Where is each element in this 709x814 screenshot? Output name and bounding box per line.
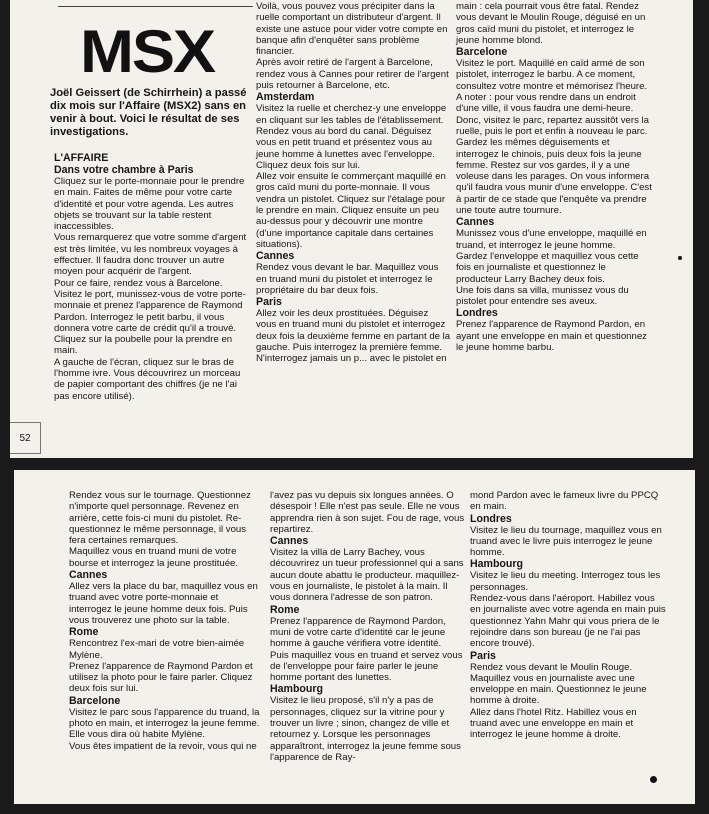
paragraph: Vous remarquerez que votre somme d'argent est très limitée, vu les nombreux voyages à effectuer. Il faudra donc trouver un autre moyen pour acquérir de l'argent. xyxy=(54,232,247,278)
paragraph: Visitez le parc sous l'apparence du truand, la photo en main, et interrogez la jeune femme. Elle vous dira où habite Mylène. xyxy=(69,706,260,741)
paragraph: main : cela pourrait vous être fatal. Rendez vous devant le Moulin Rouge, déguisé en un gros caïd muni du pistolet, et interrogez le jeune homme blond. xyxy=(456,1,646,46)
top-column-1 xyxy=(54,152,247,402)
section-heading: Cannes xyxy=(270,535,309,548)
section-heading: Londres xyxy=(470,512,512,525)
paragraph: Une fois dans sa villa, munissez vous du pistolet pour entendre ses aveux. xyxy=(456,284,629,308)
paragraph: Visitez la villa de Larry Bachey, vous découvrirez un tueur professionnel qui a sans aucun doute abattu le producteur. maquillez-vous en journaliste, le pistolet à la main. Il vous donnera l'adresse de son patron. xyxy=(270,547,464,604)
page-53 xyxy=(14,470,695,804)
section-heading: Hambourg xyxy=(270,683,323,696)
margin-dot xyxy=(678,256,682,260)
paragraph: Pour ce faire, rendez vous à Barcelone. Visitez le port, munissez-vous de votre porte-monnaie et prenez l'apparence de Raymond Pardon. Interrogez le petit barbu, il vous donnera votre carte de crédit qu'il a trouvé. Cliquez sur la poubelle pour la prendre en main. xyxy=(54,277,246,357)
section-heading: Cannes xyxy=(256,250,295,263)
paragraph: Prenez l'apparence de Raymond Pardon et utilisez la photo pour le faire parler. Cliquez deux fois sur lui. xyxy=(69,660,253,695)
paragraph: Visitez la ruelle et cherchez-y une enveloppe en cliquant sur les tables de l'établissement. Rendez vous au bord du canal. Déguisez vous en petit truand et présentez vous au jeune homme à lunettes avec l'enveloppe. Cliquez deux fois sur lui. xyxy=(256,103,447,171)
paragraph: Prenez l'apparence de Raymond Pardon, muni de votre carte d'identité car le jeune homme à gauche vérifiera votre identité. xyxy=(270,615,446,650)
paragraph: Rencontrez l'ex-mari de votre bien-aimée Mylène. xyxy=(69,638,245,661)
paragraph: Rendez vous devant le Moulin Rouge. Maquillez vous en journaliste avec une enveloppe en main. Questionnez le jeune homme à droite. xyxy=(470,661,647,707)
paragraph: Voilà, vous pouvez vous précipiter dans la ruelle comportant un distributeur d'argent. Il existe une astuce pour vider votre compte en banque afin d'enquêter sans problème financier. xyxy=(256,1,448,58)
paragraph: Visitez le port. Maquillé en caïd armé de son pistolet, interrogez le barbu. A ce moment, consultez votre montre et mémorisez l'heure. xyxy=(456,58,648,92)
section-heading: Amsterdam xyxy=(256,91,315,104)
paragraph: Allez vers la place du bar, maquillez vous en truand avec votre porte-monnaie et interrogez le jeune homme deux fois. Puis vous trouverez une photo sur la table. xyxy=(69,581,258,626)
paragraph: Visitez le lieu du meeting. Interrogez tous les personnages. xyxy=(470,570,661,593)
paragraph: Munissez vous d'une enveloppe, maquillé en truand, et interrogez le jeune homme. xyxy=(456,228,647,251)
paragraph: Après avoir retiré de l'argent à Barcelone, rendez vous à Cannes pour retirer de l'argent puis retourner à Barcelone, etc. xyxy=(256,57,449,92)
section-heading: Cannes xyxy=(69,569,108,582)
paragraph: Rendez-vous dans l'aéroport. Habillez vous en journaliste avec votre agenda en main puis questionnez Yahn Mahr qui vous priera de le rejoindre dans son bureau (je ne l'ai pas encore trouvé). xyxy=(470,593,666,650)
paragraph: Allez voir ensuite le commerçant maquillé en gros caïd muni du porte-monnaie. Il vous vendra un pistolet. Cliquez sur l'étalage pour le prendre en main. Cliquez ensuite un peu au-dessus pour y découvrir une montre (d'une importance capitale dans certaines situations). xyxy=(256,171,446,250)
header-rule xyxy=(58,6,253,7)
paragraph: Rendez vous devant le bar. Maquillez vous en truand muni du pistolet et interrogez le propriétaire du bar deux fois. xyxy=(256,262,439,296)
paragraph: Rendez vous sur le tournage. Questionnez n'importe quel personnage. Revenez en arrière, cette fois-ci muni du pistolet. Re-questionnez le même personnage, il vous fera certaines remarques. xyxy=(69,490,251,547)
bottom-column-3 xyxy=(470,490,666,741)
paragraph: Puis maquillez vous en truand et servez vous de l'enveloppe pour faire parler le jeune homme portant des lunettes. xyxy=(270,649,463,684)
article-logo: MSX xyxy=(80,18,214,85)
paragraph: l'avez pas vu depuis six longues années. O désespoir ! Elle n'est pas seule. Elle ne vous apprendra rien à son sujet. Fou de rage, vous repartirez. xyxy=(270,490,465,535)
page-number: 52 xyxy=(10,422,41,454)
paragraph: Visitez le lieu proposé, s'il n'y a pas de personnages, cliquez sur la vitrine pour y trouver un livre ; sinon, changez de ville et retournez y. Lorsque les personnages apparaîtront, interrogez la jeune femme sous l'apparence de Ray- xyxy=(270,695,461,763)
section-heading: L'AFFAIRE xyxy=(54,152,109,164)
top-column-3 xyxy=(456,1,652,353)
paragraph: A gauche de l'écran, cliquez sur le bras de l'homme ivre. Vous découvrirez un morceau de papier comportant des chiffres (je ne l'ai pas encore utilisé). xyxy=(54,356,241,402)
section-heading: Barcelone xyxy=(69,694,121,707)
paragraph: Cliquez sur le porte-monnaie pour le prendre en main. Faites de même pour votre carte d'identité et pour votre agenda. Les autres objets se trouvant sur la table restent inaccessibles. xyxy=(54,176,245,233)
paragraph: Visitez le lieu du tournage, maquillez vous en truand avec le livre puis interrogez le jeune homme. xyxy=(470,524,662,559)
end-dot xyxy=(650,776,657,783)
bottom-column-1 xyxy=(69,490,262,752)
section-heading: Rome xyxy=(270,603,300,616)
section-heading: Cannes xyxy=(456,216,495,229)
section-heading: Barcelone xyxy=(456,46,508,59)
section-heading: Hambourg xyxy=(470,558,523,571)
paragraph: Allez dans l'hotel Ritz. Habillez vous en truand avec une enveloppe en main et interrogez le jeune homme à droite. xyxy=(470,706,637,741)
paragraph: A noter : pour vous rendre dans un endroit d'une ville, il vous faudra une demi-heure. Donc, visitez le parc, repartez aussitôt vers la ruelle, puis le port et enfin à nouveau le parc. Gardez les mêmes déguisements et interrogez le chinois, puis deux fois la jeune femme. Restez sur vos gardes, il y a une voleuse dans les parages. On vous informera qu'il faudra vous munir d'une enveloppe. C'est à partir de ce stade que l'enquête va prendre une toute autre tournure. xyxy=(456,92,652,217)
section-heading: Dans votre chambre à Paris xyxy=(54,164,194,176)
section-heading: Paris xyxy=(256,296,282,309)
section-heading: Londres xyxy=(456,307,498,320)
page-52 xyxy=(10,0,693,458)
bottom-column-2 xyxy=(270,490,465,763)
section-heading: Paris xyxy=(470,649,496,662)
paragraph: Gardez l'enveloppe et maquillez vous cette fois en journaliste et questionnez le producteur Larry Bachey deux fois. xyxy=(456,250,639,285)
paragraph: N'interrogez jamais un p... avec le pistolet en xyxy=(256,353,447,365)
paragraph: Vous êtes impatient de la revoir, vous qui ne xyxy=(69,740,257,752)
paragraph: Allez voir les deux prostituées. Déguisez vous en truand muni du pistolet et interrogez deux fois la deuxième femme en partant de la gauche. Puis interrogez la première femme. xyxy=(256,308,451,354)
top-column-2 xyxy=(256,1,451,365)
paragraph: Maquillez vous en truand muni de votre bourse et interrogez la jeune prostituée. xyxy=(69,546,239,569)
article-intro: Joël Geissert (de Schirrhein) a passé dix mois sur l'Affaire (MSX2) sans en venir à bout. Voici le résultat de ses investigations. xyxy=(50,87,247,138)
paragraph: Prenez l'apparence de Raymond Pardon, en ayant une enveloppe en main et questionnez le jeune homme barbu. xyxy=(456,319,647,354)
section-heading: Rome xyxy=(69,626,99,639)
paragraph: mond Pardon avec le fameux livre du PPCQ en main. xyxy=(470,490,659,513)
